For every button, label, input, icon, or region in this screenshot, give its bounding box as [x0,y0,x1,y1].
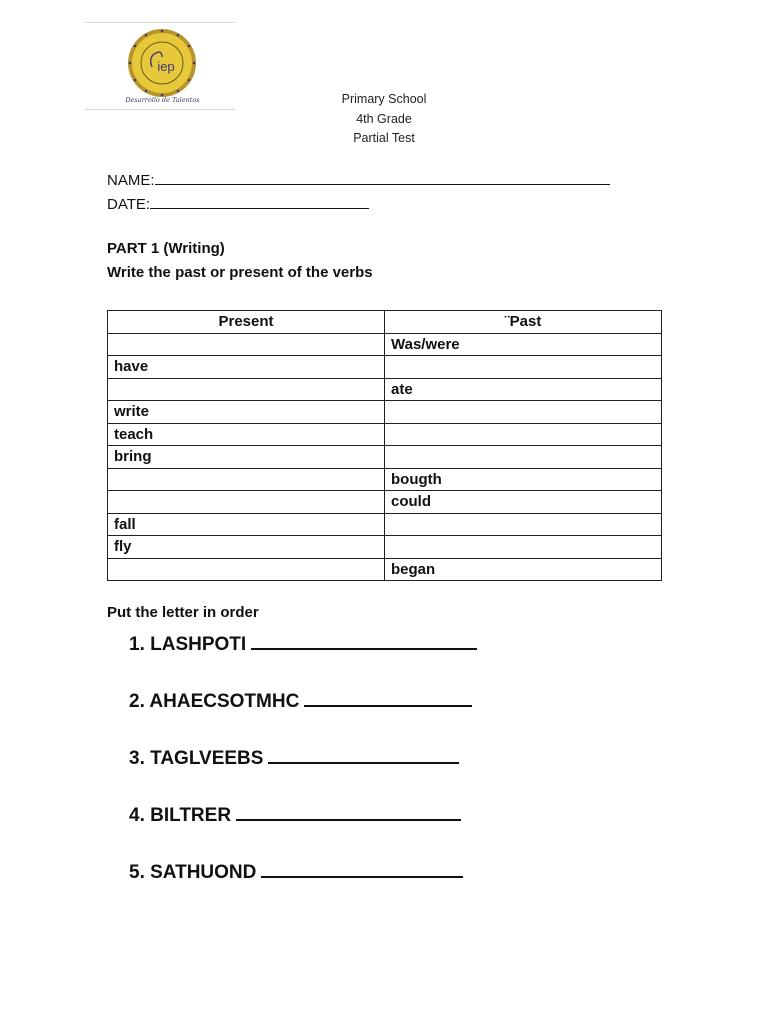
header-grade: 4th Grade [356,111,412,126]
table-header-row [108,311,662,334]
past-cell[interactable] [385,446,662,469]
table-row [108,446,662,469]
school-logo [126,27,198,99]
logo-top-rule [85,22,235,23]
unscramble-item [129,744,459,770]
past-cell[interactable]: Was/were [385,333,662,356]
header-past: ¨Past [385,311,662,334]
past-cell[interactable] [385,536,662,559]
table-row [108,536,662,559]
past-cell[interactable]: began [385,558,662,581]
unscramble-word: 4. BILTRER [129,805,232,826]
past-cell[interactable] [385,423,662,446]
unscramble-word: 3. TAGLVEEBS [129,748,264,769]
name-blank-line[interactable] [155,170,610,185]
table-row [108,513,662,536]
present-cell[interactable]: fly [108,536,385,559]
unscramble-word: 2. AHAECSOTMHC [129,691,300,712]
present-cell[interactable]: fall [108,513,385,536]
present-cell[interactable] [108,333,385,356]
answer-blank[interactable] [304,687,472,707]
present-cell[interactable] [108,491,385,514]
logo-motto: Desarrollo de Talentos [125,96,200,104]
unscramble-word: 1. LASHPOTI [129,634,247,655]
present-cell[interactable]: teach [108,423,385,446]
past-cell[interactable]: ate [385,378,662,401]
answer-blank[interactable] [251,630,477,650]
present-cell[interactable]: write [108,401,385,424]
present-cell[interactable]: have [108,356,385,379]
present-cell[interactable] [108,468,385,491]
school-logo-box [85,22,235,110]
document-header [284,90,484,149]
answer-blank[interactable] [261,858,463,878]
present-cell[interactable] [108,378,385,401]
table-row [108,423,662,446]
table-row [108,558,662,581]
header-present: Present [108,311,385,334]
past-cell[interactable]: bougth [385,468,662,491]
unscramble-item [129,858,463,884]
header-school: Primary School [341,92,427,106]
part1-title: PART 1 (Writing) [107,240,225,257]
answer-blank[interactable] [268,744,459,764]
table-row [108,401,662,424]
date-blank-line[interactable] [150,194,369,209]
table-row [108,378,662,401]
unscramble-item [129,801,461,827]
part1-instruction: Write the past or present of the verbs [107,264,373,281]
past-cell[interactable]: could [385,491,662,514]
table-row [108,333,662,356]
present-cell[interactable]: bring [108,446,385,469]
verbs-table [107,310,662,581]
table-row [108,491,662,514]
date-field [107,194,369,213]
past-cell[interactable] [385,513,662,536]
unscramble-word: 5. SATHUOND [129,862,257,883]
name-field [107,170,610,189]
table-row [108,356,662,379]
date-label: DATE: [107,196,151,213]
table-row [108,468,662,491]
logo-initials: iep [157,59,175,74]
header-test: Partial Test [353,131,415,145]
unscramble-instruction: Put the letter in order [107,604,259,621]
unscramble-item [129,630,477,656]
name-label: NAME: [107,172,155,189]
past-cell[interactable] [385,356,662,379]
present-cell[interactable] [108,558,385,581]
logo-bottom-rule [85,109,235,110]
past-cell[interactable] [385,401,662,424]
answer-blank[interactable] [236,801,461,821]
unscramble-item [129,687,472,713]
